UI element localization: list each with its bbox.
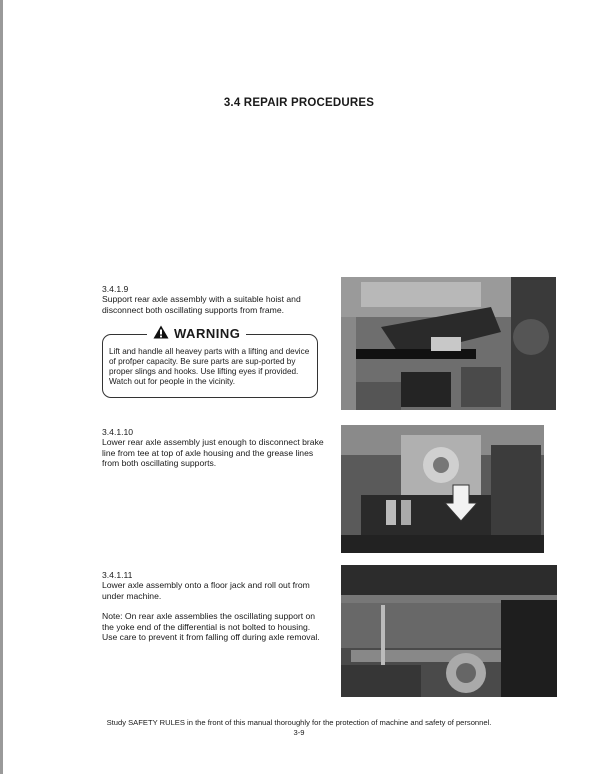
warning-triangle-icon xyxy=(153,325,169,342)
step-note: Note: On rear axle assemblies the oscillating support on the yoke end of the differential is not bolted to housing. Use care to prevent it from falling off during axle removal. xyxy=(102,611,320,643)
warning-text: Lift and handle all heavey parts with a lifting and device of profper capacity. Be sure parts are sup-ported by proper slings and hooks. Use lifting eyes if provided. Watch out for people in the vicinity. xyxy=(109,347,310,386)
step-number: 3.4.1.10 xyxy=(102,427,134,437)
step-number: 3.4.1.9 xyxy=(102,284,129,294)
step-number: 3.4.1.11 xyxy=(102,570,133,580)
page-number: 3-9 xyxy=(293,728,305,737)
photo-brake-line-tee xyxy=(341,425,544,553)
warning-title-text: WARNING xyxy=(174,326,241,341)
step-text: Lower rear axle assembly just enough to disconnect brake line from tee at top of axle housing and the grease lines from both oscillating supports. xyxy=(102,437,324,469)
step-text: Support rear axle assembly with a suitable hoist and disconnect both oscillating supports from frame. xyxy=(102,294,301,315)
footer xyxy=(0,718,598,738)
page-left-edge xyxy=(0,0,3,774)
step-3-4-1-11 xyxy=(102,570,324,642)
step-text: Lower axle assembly onto a floor jack and roll out from under machine. xyxy=(102,580,310,601)
safety-notice: Study SAFETY RULES in the front of this manual thoroughly for the protection of machine and safety of personnel. xyxy=(106,718,492,727)
section-heading: 3.4 REPAIR PROCEDURES xyxy=(223,97,375,109)
step-3-4-1-10 xyxy=(102,427,324,469)
step-3-4-1-9 xyxy=(102,284,322,315)
warning-box xyxy=(102,326,318,398)
warning-title xyxy=(147,325,246,342)
photo-axle-floor-jack xyxy=(341,565,557,697)
photo-axle-hoist xyxy=(341,277,556,410)
